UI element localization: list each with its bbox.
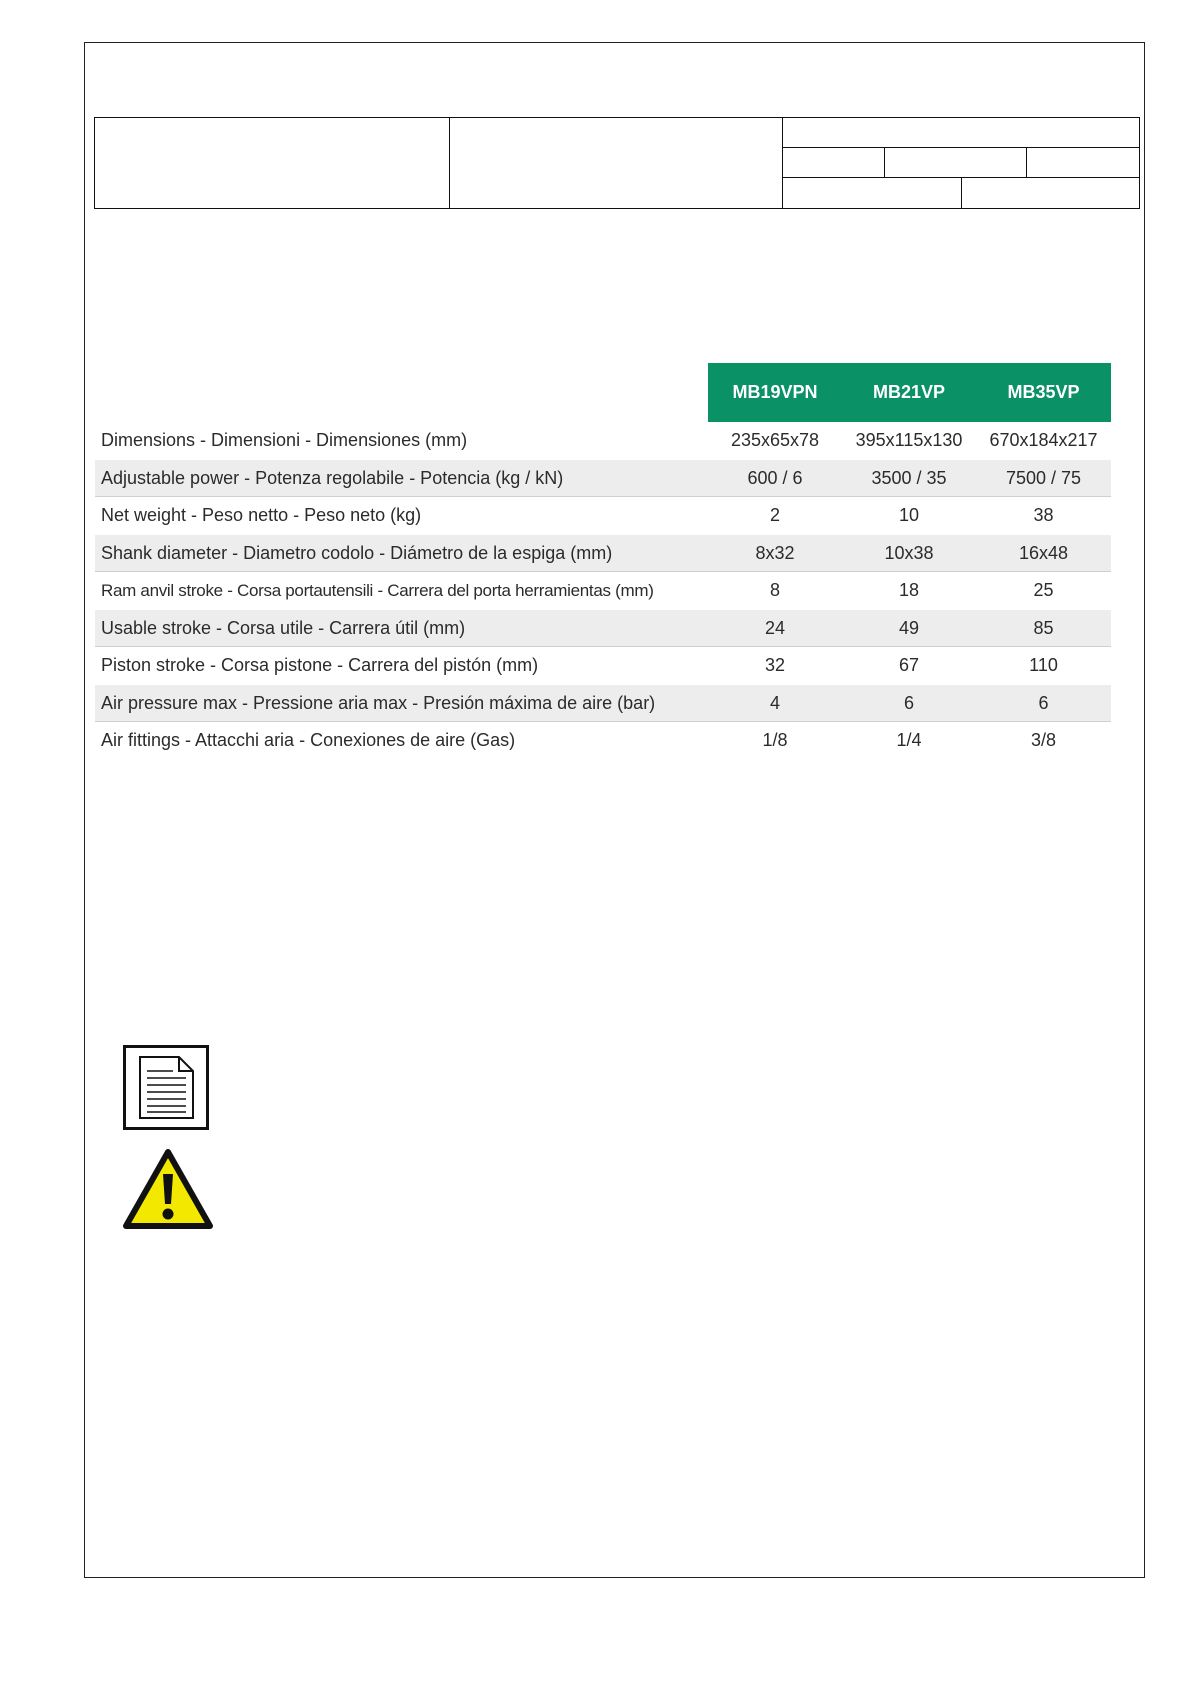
title-block-divider bbox=[449, 118, 450, 208]
cell-value: 25 bbox=[1033, 580, 1054, 600]
model-header: MB19VPN bbox=[732, 382, 818, 402]
table-header bbox=[95, 363, 1111, 422]
cell-value: 1/8 bbox=[762, 730, 788, 750]
cell-value: 6 bbox=[1038, 692, 1049, 713]
cell-value: 670x184x217 bbox=[989, 430, 1098, 450]
row-label: Dimensions - Dimensioni - Dimensiones (mm) bbox=[101, 430, 468, 450]
cell-value: 2 bbox=[769, 505, 780, 525]
cell-value: 16x48 bbox=[1018, 542, 1069, 563]
table-row bbox=[95, 422, 1111, 460]
row-label: Piston stroke - Corsa pistone - Carrera del pistón (mm) bbox=[101, 655, 539, 675]
cell-value: 4 bbox=[769, 692, 780, 713]
row-label: Air fittings - Attacchi aria - Conexiones de aire (Gas) bbox=[101, 730, 516, 750]
row-label: Air pressure max - Pressione aria max - Presión máxima de aire (bar) bbox=[101, 692, 656, 713]
document-icon bbox=[123, 1045, 209, 1130]
cell-value: 3/8 bbox=[1030, 730, 1057, 750]
title-block-divider bbox=[884, 147, 885, 177]
table-row bbox=[95, 722, 1111, 760]
cell-value: 85 bbox=[1033, 617, 1054, 638]
cell-value: 8x32 bbox=[755, 542, 795, 563]
table-row bbox=[95, 460, 1111, 498]
title-block-divider bbox=[782, 147, 1139, 148]
row-label: Shank diameter - Diametro codolo - Diámetro de la espiga (mm) bbox=[101, 542, 613, 563]
cell-value: 49 bbox=[898, 617, 920, 638]
cell-value: 10 bbox=[898, 505, 920, 525]
cell-value: 110 bbox=[1029, 655, 1058, 675]
model-header: MB35VP bbox=[1007, 382, 1080, 402]
table-row bbox=[95, 610, 1111, 648]
table-row bbox=[95, 497, 1111, 535]
cell-value: 18 bbox=[898, 580, 920, 600]
cell-value: 395x115x130 bbox=[855, 430, 963, 450]
cell-value: 10x38 bbox=[884, 542, 934, 563]
cell-value: 600 / 6 bbox=[747, 467, 803, 488]
model-header: MB21VP bbox=[872, 382, 946, 402]
table-row bbox=[95, 647, 1111, 685]
warning-icon bbox=[122, 1148, 214, 1230]
page-frame bbox=[84, 42, 1145, 1578]
table-row bbox=[95, 572, 1111, 610]
spec-table bbox=[95, 363, 1111, 760]
cell-value: 8 bbox=[769, 580, 780, 600]
cell-value: 3500 / 35 bbox=[871, 467, 947, 488]
cell-value: 38 bbox=[1033, 505, 1054, 525]
cell-value: 1/4 bbox=[896, 730, 922, 750]
cell-value: 7500 / 75 bbox=[1005, 467, 1082, 488]
row-label: Net weight - Peso netto - Peso neto (kg) bbox=[101, 505, 422, 525]
row-label: Usable stroke - Corsa utile - Carrera útil (mm) bbox=[101, 617, 466, 638]
title-block-divider bbox=[782, 118, 783, 208]
title-block-divider bbox=[1026, 147, 1027, 177]
cell-value: 32 bbox=[764, 655, 786, 675]
row-label: Adjustable power - Potenza regolabile - Potencia (kg / kN) bbox=[101, 467, 564, 488]
table-row bbox=[95, 685, 1111, 723]
title-block-divider bbox=[961, 177, 962, 208]
cell-value: 6 bbox=[903, 692, 914, 713]
cell-value: 24 bbox=[764, 617, 786, 638]
cell-value: 235x65x78 bbox=[730, 430, 820, 450]
cell-value: 67 bbox=[898, 655, 920, 675]
table-row bbox=[95, 535, 1111, 573]
title-block bbox=[94, 117, 1140, 209]
row-label: Ram anvil stroke - Corsa portautensili - Carrera del porta herramientas (mm) bbox=[101, 581, 654, 600]
